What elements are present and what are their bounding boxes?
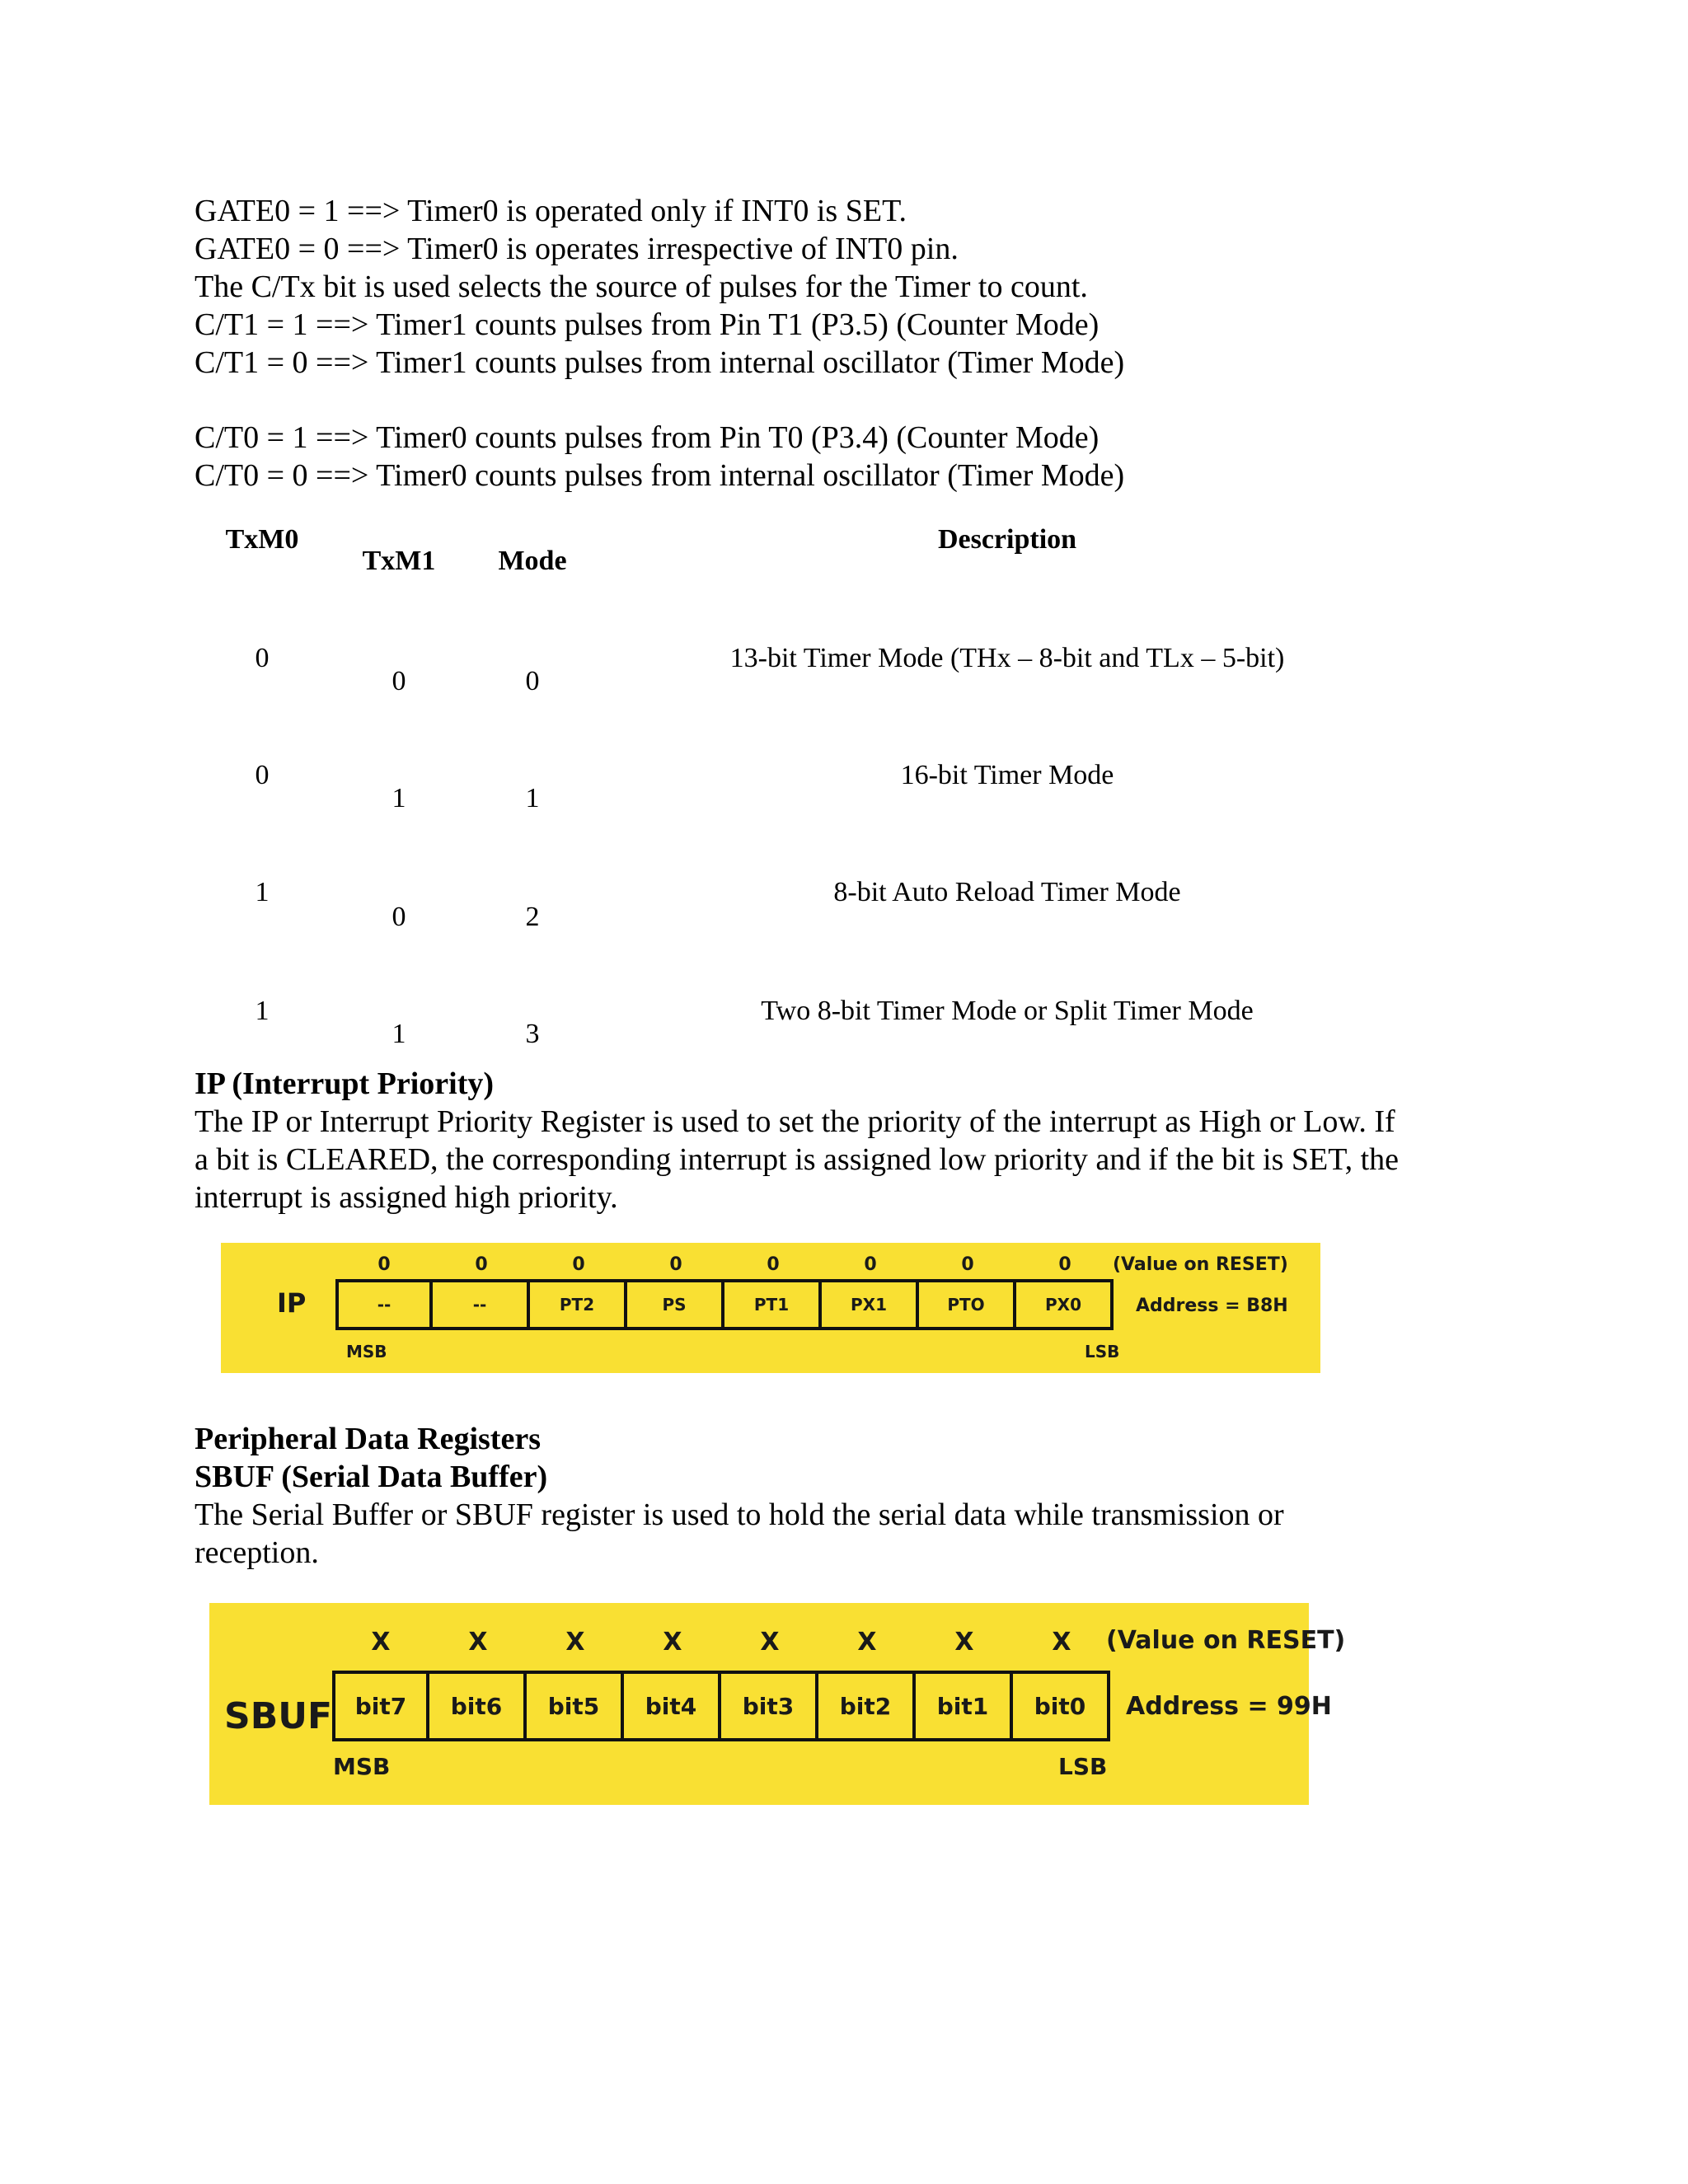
reset-value: 0: [961, 1254, 974, 1275]
reset-value: 0: [669, 1254, 682, 1275]
row-description: 16-bit Timer Mode: [900, 760, 1114, 790]
row-txm0: 1: [255, 996, 270, 1026]
bit-cell: bit1: [916, 1671, 1013, 1741]
reset-value: 0: [572, 1254, 585, 1275]
peripheral-heading: Peripheral Data Registers: [195, 1422, 541, 1456]
reset-value: X: [954, 1628, 974, 1657]
header-txm0: TxM0: [225, 524, 299, 555]
sbuf-register-figure: [209, 1603, 1346, 1805]
row-description: Two 8-bit Timer Mode or Split Timer Mode: [761, 996, 1254, 1026]
sbuf-body-line: reception.: [195, 1535, 319, 1570]
reset-value: X: [565, 1628, 585, 1657]
bit-cell: bit6: [429, 1671, 527, 1741]
ip-body-line: a bit is CLEARED, the corresponding interrupt is assigned low priority and if the bit is SET, the: [195, 1142, 1400, 1177]
reset-value: X: [371, 1628, 391, 1657]
msb-label: MSB: [346, 1342, 387, 1361]
bit-cell: PT1: [724, 1279, 822, 1330]
bit-cell: PT2: [530, 1279, 627, 1330]
header-description: Description: [937, 524, 1077, 555]
reset-label: (Value on RESET): [1113, 1254, 1288, 1275]
row-mode: 3: [525, 1019, 540, 1049]
row-description: 8-bit Auto Reload Timer Mode: [833, 877, 1181, 907]
reset-value: X: [468, 1628, 488, 1657]
reset-value: X: [663, 1628, 682, 1657]
bit-cell: bit0: [1013, 1671, 1110, 1741]
ct0-set-line: C/T0 = 1 ==> Timer0 counts pulses from Pin T0 (P3.4) (Counter Mode): [195, 420, 1100, 455]
ip-heading: IP (Interrupt Priority): [195, 1066, 495, 1101]
bit-cell: PTO: [919, 1279, 1016, 1330]
bit-cell: bit7: [332, 1671, 429, 1741]
ip-body-line: interrupt is assigned high priority.: [195, 1180, 618, 1215]
ip-body-line: The IP or Interrupt Priority Register is used to set the priority of the interrupt as High or Low. If: [195, 1104, 1395, 1139]
ctx-intro-line: The C/Tx bit is used selects the source of pulses for the Timer to count.: [195, 269, 1088, 304]
sbuf-heading: SBUF (Serial Data Buffer): [195, 1460, 548, 1494]
row-mode: 2: [525, 902, 540, 932]
row-txm1: 1: [392, 783, 406, 813]
reset-value: 0: [864, 1254, 877, 1275]
register-name: IP: [277, 1287, 307, 1319]
sbuf-body-line: The Serial Buffer or SBUF register is used to hold the serial data while transmission or: [195, 1497, 1284, 1532]
row-txm0: 0: [255, 760, 270, 790]
address-label: Address = 99H: [1126, 1692, 1332, 1721]
ct0-clear-line: C/T0 = 0 ==> Timer0 counts pulses from internal oscillator (Timer Mode): [195, 458, 1125, 493]
bit-cell: PX0: [1016, 1279, 1114, 1330]
msb-label: MSB: [333, 1753, 391, 1780]
bit-cell: bit3: [721, 1671, 818, 1741]
reset-value: 0: [377, 1254, 391, 1275]
header-txm1: TxM1: [362, 546, 436, 576]
lsb-label: LSB: [1058, 1753, 1108, 1780]
header-mode: Mode: [498, 546, 567, 576]
row-txm1: 0: [392, 666, 406, 696]
ct1-clear-line: C/T1 = 0 ==> Timer1 counts pulses from internal oscillator (Timer Mode): [195, 345, 1125, 380]
bit-cell: PX1: [822, 1279, 919, 1330]
gate0-set-line: GATE0 = 1 ==> Timer0 is operated only if INT0 is SET.: [195, 194, 907, 228]
bit-cell: bit4: [624, 1671, 721, 1741]
gate0-clear-line: GATE0 = 0 ==> Timer0 is operates irrespective of INT0 pin.: [195, 232, 959, 266]
reset-value: X: [857, 1628, 877, 1657]
row-mode: 1: [525, 783, 540, 813]
row-txm0: 0: [255, 643, 270, 673]
reset-value: X: [1052, 1628, 1071, 1657]
row-txm1: 1: [392, 1019, 406, 1049]
bit-cell: bit2: [818, 1671, 916, 1741]
register-name: SBUF: [224, 1695, 333, 1737]
reset-value: X: [760, 1628, 780, 1657]
ct1-set-line: C/T1 = 1 ==> Timer1 counts pulses from Pin T1 (P3.5) (Counter Mode): [195, 307, 1100, 342]
row-description: 13-bit Timer Mode (THx – 8-bit and TLx – 5-bit): [729, 643, 1285, 673]
ip-register-figure: [221, 1243, 1320, 1373]
row-mode: 0: [525, 666, 540, 696]
address-label: Address = B8H: [1136, 1296, 1288, 1316]
bit-cell: --: [433, 1279, 530, 1330]
reset-value: 0: [475, 1254, 488, 1275]
lsb-label: LSB: [1085, 1342, 1120, 1361]
reset-value: 0: [767, 1254, 780, 1275]
bit-cell: PS: [627, 1279, 724, 1330]
bit-cell: --: [335, 1279, 433, 1330]
bit-cell: bit5: [527, 1671, 624, 1741]
row-txm0: 1: [255, 877, 270, 907]
reset-label: (Value on RESET): [1106, 1626, 1346, 1655]
row-txm1: 0: [392, 902, 406, 932]
reset-value: 0: [1058, 1254, 1071, 1275]
